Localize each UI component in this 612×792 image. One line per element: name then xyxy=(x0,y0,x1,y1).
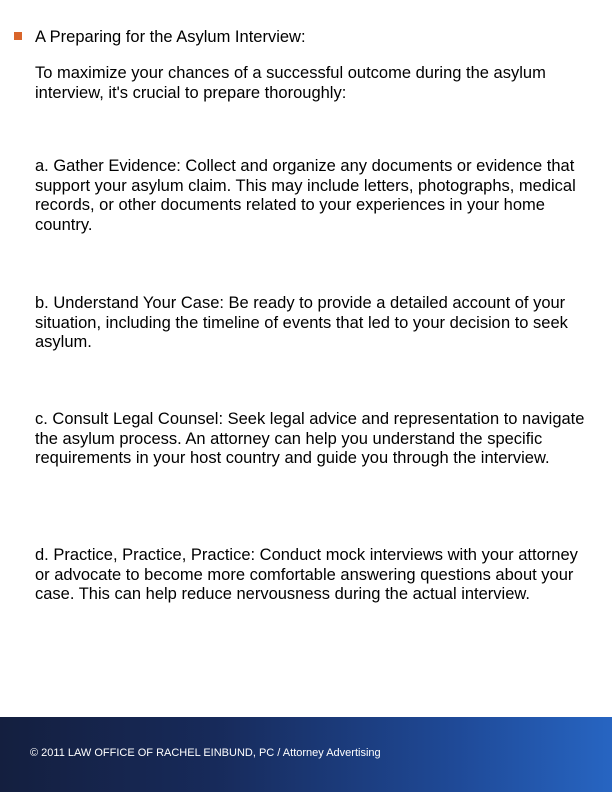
section-heading: A Preparing for the Asylum Interview: xyxy=(35,28,306,46)
item-consult-legal-counsel: c. Consult Legal Counsel: Seek legal advice and representation to navigate the asylum process. An attorney can help you understand the specific requirements in your host country and guide you through the interview. xyxy=(35,410,585,468)
intro-paragraph: To maximize your chances of a successful outcome during the asylum interview, it's crucial to prepare thoroughly: xyxy=(35,64,546,102)
section-heading-row xyxy=(14,28,306,47)
footer-copyright: © 2011 LAW OFFICE OF RACHEL EINBUND, PC / Attorney Advertising xyxy=(30,747,381,759)
item-practice: d. Practice, Practice, Practice: Conduct mock interviews with your attorney or advocate to become more comfortable answering questions about your case. This can help reduce nervousness during the actual interview. xyxy=(35,546,578,604)
item-understand-case: b. Understand Your Case: Be ready to provide a detailed account of your situation, including the timeline of events that led to your decision to seek asylum. xyxy=(35,294,568,352)
square-bullet-icon xyxy=(14,32,22,40)
footer-band xyxy=(0,717,612,792)
item-gather-evidence: a. Gather Evidence: Collect and organize any documents or evidence that support your asylum claim. This may include letters, photographs, medical records, or other documents related to your experiences in your home country. xyxy=(35,157,576,235)
